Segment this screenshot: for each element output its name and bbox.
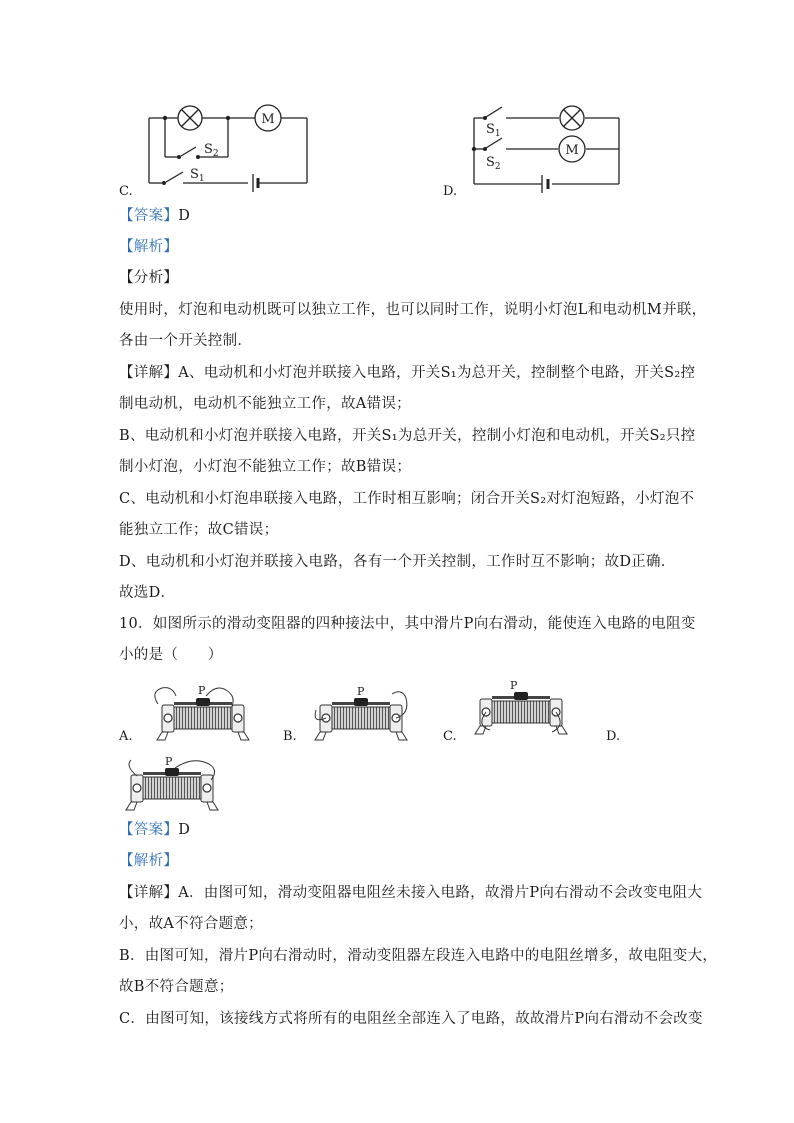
q9-detail-c1: C、电动机和小灯泡串联接入电路，工作时相互影响；闭合开关S₂对灯泡短路，小灯泡不: [119, 491, 695, 507]
circuit-diagram-c: [140, 100, 320, 192]
q10-option-b-label: B.: [283, 729, 297, 744]
slider-p-label: P: [198, 684, 206, 697]
q9-detail-a1: 【详解】A、电动机和小灯泡并联接入电路，开关S₁为总开关，控制整个电路，开关S₂控: [119, 365, 696, 381]
q9-detail-a2: 制电动机，电动机不能独立工作，故A错误；: [119, 396, 411, 412]
option-d-label: D.: [443, 184, 458, 199]
motor-symbol: M: [261, 112, 275, 127]
rheostat-image-b: [306, 684, 416, 742]
q9-fenxi-line2: 各由一个开关控制．: [119, 333, 253, 349]
q10-stem-line2: 小的是（ ）: [119, 647, 223, 663]
q9-answer: [119, 206, 190, 226]
q10-option-c-label: C.: [443, 729, 457, 744]
q10-detail-a1: 【详解】A．由图可知，滑动变阻器电阻丝未接入电路，故滑片P向右滑动不会改变电阻大: [119, 885, 703, 901]
q10-stem-line1: 10．如图所示的滑动变阻器的四种接法中，其中滑片P向右滑动，能使连入电路的电阻变: [119, 616, 696, 632]
slider-p-label: P: [510, 679, 518, 692]
q9-conclusion: 故选D．: [119, 585, 176, 601]
switch-s1-label: $S_1$: [190, 167, 205, 184]
q9-detail-c2: 能独立工作；故C错误；: [119, 522, 279, 538]
circuit-diagram-d: [464, 96, 629, 196]
detail-tag: 【详解】: [119, 365, 179, 381]
slider-p-label: P: [357, 685, 365, 698]
q9-fenxi-tag: 【分析】: [119, 270, 179, 286]
q10-detail-b2: 故B不符合题意；: [119, 979, 234, 995]
detail-tag: 【详解】: [119, 885, 179, 901]
rheostat-image-d: [119, 754, 229, 814]
q10-analysis-tag: 【解析】: [119, 853, 179, 869]
answer-tag: 【答案】: [119, 208, 179, 224]
q10-detail-b1: B．由图可知，滑片P向右滑动时，滑动变阻器左段连入电路中的电阻丝增多，故电阻变大，: [119, 948, 718, 964]
switch-s1-label: $S_1$: [486, 122, 501, 139]
q9-detail-d1: D、电动机和小灯泡并联接入电路，各有一个开关控制，工作时互不影响；故D正确．: [119, 554, 676, 570]
q9-detail-b1: B、电动机和小灯泡并联接入电路，开关S₁为总开关，控制小灯泡和电动机，开关S₂只控: [119, 428, 696, 444]
option-c-label: C.: [119, 184, 133, 199]
answer-value: D: [178, 208, 191, 224]
switch-s2-label: $S_2$: [204, 142, 219, 159]
q9-analysis-tag: 【解析】: [119, 239, 179, 255]
switch-s2-label: $S_2$: [486, 155, 501, 172]
q10-detail-a2: 小，故A不符合题意；: [119, 916, 263, 932]
rheostat-image-c: [466, 678, 576, 740]
q9-fenxi-line1: 使用时，灯泡和电动机既可以独立工作，也可以同时工作，说明小灯泡L和电动机M并联，: [119, 302, 707, 318]
q10-option-a-label: A.: [119, 729, 133, 744]
q9-detail-b2: 制小灯泡，小灯泡不能独立工作；故B错误；: [119, 459, 412, 475]
q10-option-d-label: D.: [606, 729, 621, 744]
rheostat-image-a: [146, 682, 256, 744]
answer-tag: 【答案】: [119, 822, 179, 838]
q10-answer: [119, 820, 190, 840]
answer-value: D: [178, 822, 191, 838]
q10-detail-c1: C．由图可知，该接线方式将所有的电阻丝全部连入了电路，故故滑片P向右滑动不会改变: [119, 1011, 703, 1027]
slider-p-label: P: [165, 755, 173, 768]
motor-symbol: M: [565, 143, 579, 158]
